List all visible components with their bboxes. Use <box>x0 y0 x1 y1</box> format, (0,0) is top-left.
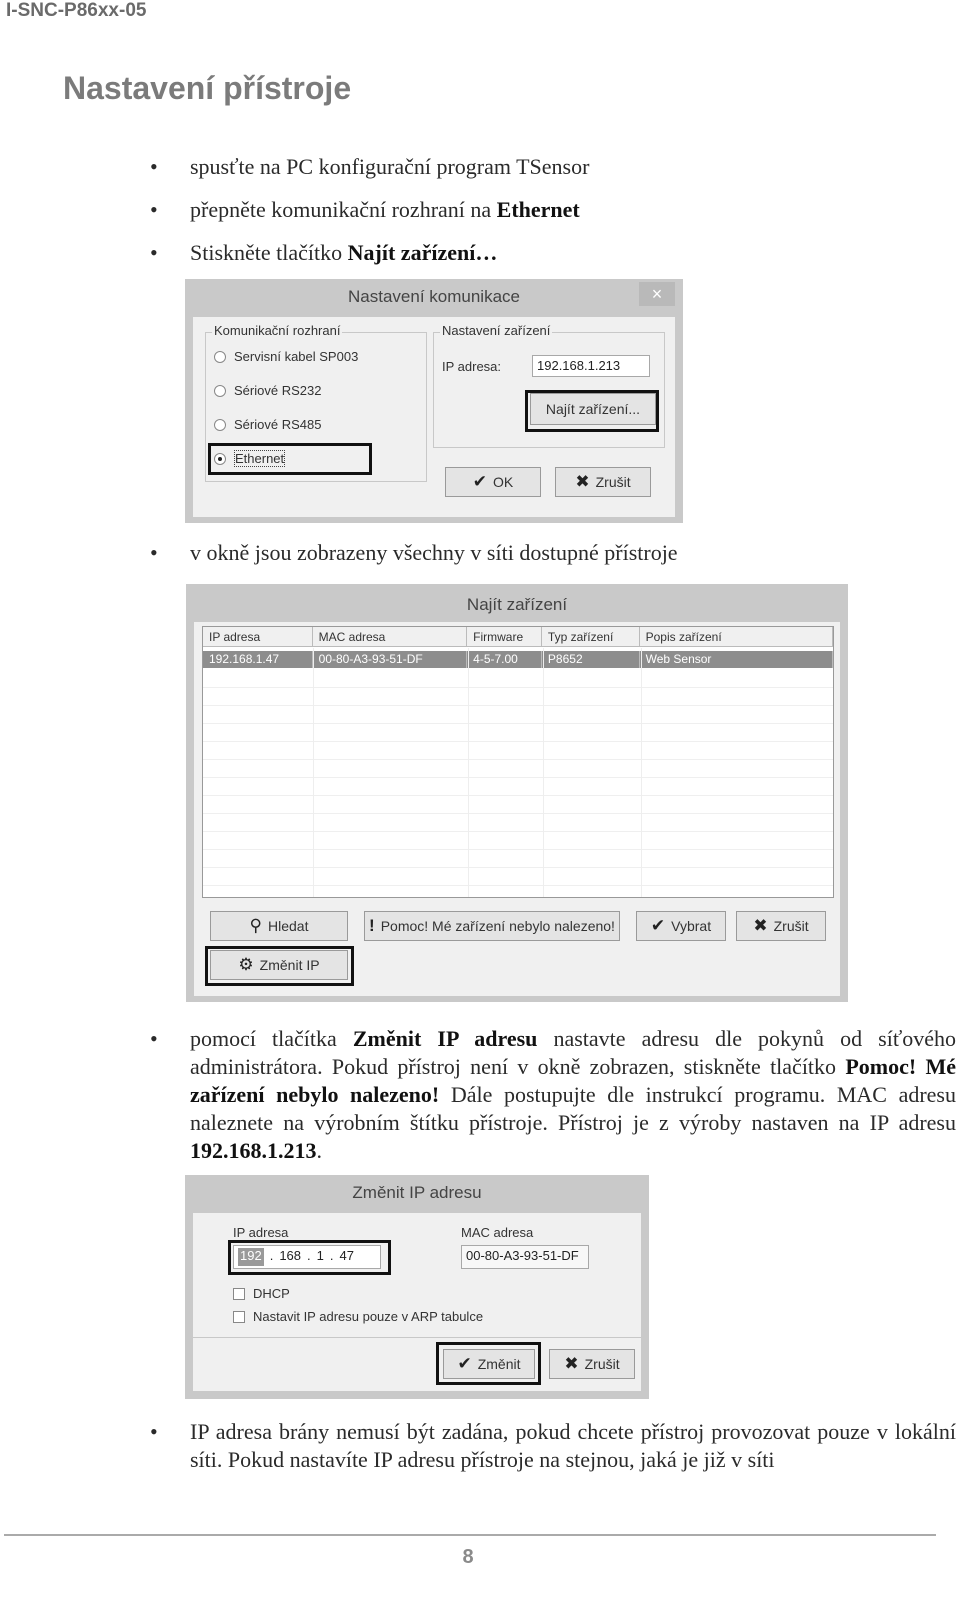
highlight-change-button <box>436 1342 541 1385</box>
checkbox-box <box>233 1288 245 1300</box>
gear-icon: ⚙ <box>238 955 254 974</box>
ip-octet: 192 <box>238 1248 264 1266</box>
radio-label: Ethernet <box>235 451 285 466</box>
bullet-gateway-note <box>150 1418 956 1474</box>
dialog-body <box>193 317 675 517</box>
bullet-text: nastavte adresu dle pokynů od síťového administrátora. Pokud přístroj není v okně zobrazen, stiskněte tlačítko <box>190 1026 957 1079</box>
bullet-text: Dále postupujte dle instrukcí programu. MAC adresu naleznete na výrobním štítku přístroje. Přístroj je z výroby nastaven na IP adresu <box>190 1082 956 1135</box>
cell-type: P8652 <box>542 651 640 668</box>
close-icon: × <box>651 284 663 304</box>
page-number: 8 <box>462 1546 474 1568</box>
ip-octet: 1 <box>316 1248 324 1263</box>
x-icon: ✖ <box>575 472 590 491</box>
bullet-bold-text: Najít zařízení… <box>347 240 498 265</box>
check-icon: ✔ <box>472 472 487 491</box>
button-label: Zrušit <box>595 474 631 490</box>
bullet-dot: • <box>150 1026 158 1051</box>
page-title: Nastavení přístroje <box>63 70 352 106</box>
bullet-switch-interface <box>150 196 956 224</box>
highlight-ip-input <box>228 1240 391 1275</box>
dialog-title: Najít zařízení <box>466 595 568 614</box>
radio-rs232[interactable] <box>214 382 321 400</box>
column-ip[interactable]: IP adresa <box>203 627 313 647</box>
column-type[interactable]: Typ zařízení <box>542 627 640 647</box>
bullet-text: IP adresa brány nemusí být zadána, pokud chcete přístroj provozovat pouze v lokální síti. Pokud nastavíte IP adresu přístroje na stejnou, jaká je již v síti <box>190 1419 956 1472</box>
ip-dot: . <box>307 1248 311 1263</box>
ip-dot: . <box>329 1248 334 1263</box>
bullet-press-find <box>150 239 956 267</box>
radio-label: Sériové RS485 <box>234 417 322 432</box>
ip-octet: 168 <box>279 1248 302 1263</box>
check-icon: ✔ <box>457 1354 472 1373</box>
footer-divider <box>4 1534 936 1536</box>
ip-input[interactable]: 192.168.1.213 <box>532 355 650 377</box>
bullet-text: Stiskněte tlačítko <box>190 240 348 265</box>
cancel-button[interactable] <box>736 911 826 941</box>
button-label: Změnit <box>477 1356 521 1372</box>
checkbox-label: DHCP <box>253 1286 290 1301</box>
bullet-devices-shown <box>150 539 956 567</box>
cell-description: Web Sensor <box>640 651 833 668</box>
dialog-title: Nastavení komunikace <box>348 287 520 306</box>
checkbox-label: Nastavit IP adresu pouze v ARP tabulce <box>253 1309 484 1324</box>
bullet-start-program <box>150 153 956 181</box>
highlight-change-ip <box>205 946 354 986</box>
table-row[interactable] <box>203 651 833 668</box>
highlight-ethernet <box>208 443 372 475</box>
document-code: I-SNC-P86xx-05 <box>6 0 147 21</box>
ip-label: IP adresa <box>233 1225 289 1240</box>
select-button[interactable] <box>636 911 726 941</box>
button-label: Zrušit <box>584 1356 620 1372</box>
bullet-dot: • <box>150 240 158 265</box>
ip-label: IP adresa: <box>442 359 502 374</box>
dialog-change-ip <box>185 1175 649 1399</box>
button-label: Pomoc! Mé zařízení nebylo nalezeno! <box>380 918 615 934</box>
cell-ip: 192.168.1.47 <box>203 651 313 668</box>
button-label: Najít zařízení... <box>545 401 641 417</box>
list-header <box>203 627 833 647</box>
group-label: Komunikační rozhraní <box>214 323 341 338</box>
bullet-dot: • <box>150 1419 158 1444</box>
bullet-bold-text: 192.168.1.213 <box>190 1138 317 1163</box>
x-icon: ✖ <box>753 916 768 935</box>
device-list[interactable] <box>202 626 834 898</box>
radio-label: Servisní kabel SP003 <box>234 349 359 364</box>
bullet-dot: • <box>150 197 158 222</box>
mac-label: MAC adresa <box>461 1225 534 1240</box>
bullet-dot: • <box>150 540 158 565</box>
dialog-body <box>194 622 840 996</box>
button-label: OK <box>493 474 514 490</box>
bullet-bold-text: Změnit IP adresu <box>352 1026 538 1051</box>
x-icon: ✖ <box>564 1354 579 1373</box>
mac-field: 00-80-A3-93-51-DF <box>461 1245 589 1269</box>
cell-firmware: 4-5-7.00 <box>467 651 542 668</box>
dialog-find-device <box>186 584 848 1002</box>
close-button[interactable] <box>639 282 675 306</box>
dialog-body <box>193 1213 641 1391</box>
check-icon: ✔ <box>650 916 666 935</box>
cancel-button[interactable] <box>555 467 651 497</box>
column-mac[interactable]: MAC adresa <box>313 627 468 647</box>
bullet-dot: • <box>150 154 158 179</box>
exclamation-icon: ! <box>369 916 375 935</box>
bullet-bold-text: Ethernet <box>496 197 580 222</box>
help-not-found-button[interactable] <box>364 911 620 941</box>
bullet-text: spusťte na PC konfigurační program TSensor <box>190 154 590 179</box>
button-label: Hledat <box>267 918 309 934</box>
ip-dot: . <box>269 1248 274 1263</box>
bullet-text: v okně jsou zobrazeny všechny v síti dostupné přístroje <box>190 540 678 565</box>
dialog-title: Změnit IP adresu <box>352 1183 482 1202</box>
radio-label: Sériové RS232 <box>234 383 322 398</box>
arp-only-checkbox[interactable] <box>233 1308 483 1326</box>
bullet-text: . <box>316 1138 322 1163</box>
button-label: Změnit IP <box>259 957 320 973</box>
bullet-change-ip-instructions <box>150 1025 957 1165</box>
radio-rs485[interactable] <box>214 416 321 434</box>
cell-mac: 00-80-A3-93-51-DF <box>313 651 468 668</box>
button-label: Vybrat <box>671 918 712 934</box>
cancel-button[interactable] <box>549 1349 635 1379</box>
column-description[interactable]: Popis zařízení <box>640 627 833 647</box>
radio-circle <box>214 351 226 363</box>
column-firmware[interactable]: Firmware <box>467 627 542 647</box>
dialog-communication-settings <box>185 279 683 523</box>
radio-circle <box>214 385 226 397</box>
bullet-bold-text: Pomoc! Mé zařízení nebylo nalezeno! <box>190 1054 956 1107</box>
dhcp-checkbox[interactable] <box>233 1285 290 1303</box>
bullet-text: přepněte komunikační rozhraní na <box>190 197 497 222</box>
ip-octet: 47 <box>339 1248 354 1263</box>
radio-circle <box>214 419 226 431</box>
group-label: Nastavení zařízení <box>442 323 551 338</box>
highlight-find-button <box>525 390 659 432</box>
bullet-text: pomocí tlačítka <box>190 1026 353 1051</box>
magnifier-icon: ⚲ <box>249 916 262 935</box>
checkbox-box <box>233 1311 245 1323</box>
search-button[interactable] <box>210 911 348 941</box>
separator <box>193 1337 641 1338</box>
radio-service-cable[interactable] <box>214 348 358 366</box>
ok-button[interactable] <box>445 467 541 497</box>
button-label: Zrušit <box>773 918 809 934</box>
